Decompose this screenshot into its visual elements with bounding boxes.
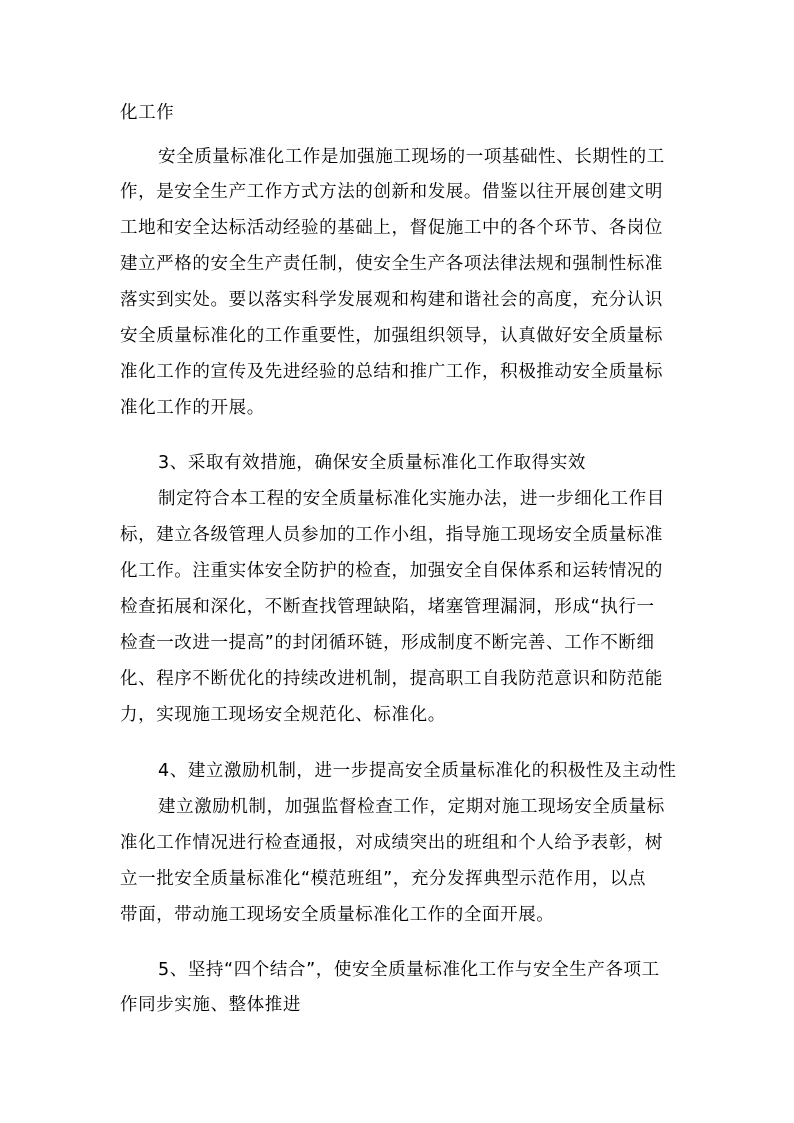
paragraph-line: 制定符合本工程的安全质量标准化实施办法，进一步细化工作目 (158, 489, 665, 509)
paragraph-line: 力，实现施工现场安全规范化、标准化。 (120, 705, 446, 725)
paragraph-line: 准化工作的宣传及先进经验的总结和推广工作，积极推动安全质量标 (120, 362, 663, 382)
paragraph-line: 工地和安全达标活动经验的基础上，督促施工中的各个环节、各岗位 (120, 218, 663, 238)
paragraph-line: 化、程序不断优化的持续改进机制，提高职工自我防范意识和防范能 (120, 669, 663, 689)
paragraph-line: 标，建立各级管理人员参加的工作小组，指导施工现场安全质量标准 (120, 525, 663, 545)
paragraph-line: 准化工作情况进行检查通报，对成绩突出的班组和个人给予表彰，树 (120, 833, 663, 853)
paragraph-line: 检查一改进一提高”的封闭循环链，形成制度不断完善、工作不断细 (120, 633, 655, 653)
section-heading: 4、建立激励机制，进一步提高安全质量标准化的积极性及主动性 (158, 761, 677, 781)
section-heading: 3、采取有效措施，确保安全质量标准化工作取得实效 (158, 453, 587, 473)
section-heading-continuation: 作同步实施、整体推进 (120, 995, 301, 1015)
paragraph-line: 安全质量标准化工作是加强施工现场的一项基础性、长期性的工 (158, 147, 665, 167)
paragraph-line: 化工作。注重实体安全防护的检查，加强安全自保体系和运转情况的 (120, 561, 663, 581)
paragraph-line: 建立激励机制，加强监督检查工作，定期对施工现场安全质量标 (158, 797, 665, 817)
paragraph-line: 建立严格的安全生产责任制，使安全生产各项法律法规和强制性标准 (120, 254, 663, 274)
paragraph-line: 带面，带动施工现场安全质量标准化工作的全面开展。 (120, 905, 555, 925)
paragraph-line: 化工作 (120, 103, 175, 123)
paragraph-line: 检查拓展和深化，不断查找管理缺陷，堵塞管理漏洞，形成“执行一 (120, 597, 655, 617)
section-heading: 5、坚持“四个结合”，使安全质量标准化工作与安全生产各项工 (158, 960, 660, 980)
paragraph-line: 立一批安全质量标准化“模范班组”，充分发挥典型示范作用，以点 (120, 869, 647, 889)
paragraph-line: 落实到实处。要以落实科学发展观和构建和谐社会的高度，充分认识 (120, 290, 663, 310)
paragraph-line: 作，是安全生产工作方式方法的创新和发展。借鉴以往开展创建文明 (120, 182, 663, 202)
paragraph-line: 安全质量标准化的工作重要性，加强组织领导，认真做好安全质量标 (120, 326, 663, 346)
paragraph-line: 准化工作的开展。 (120, 398, 265, 418)
